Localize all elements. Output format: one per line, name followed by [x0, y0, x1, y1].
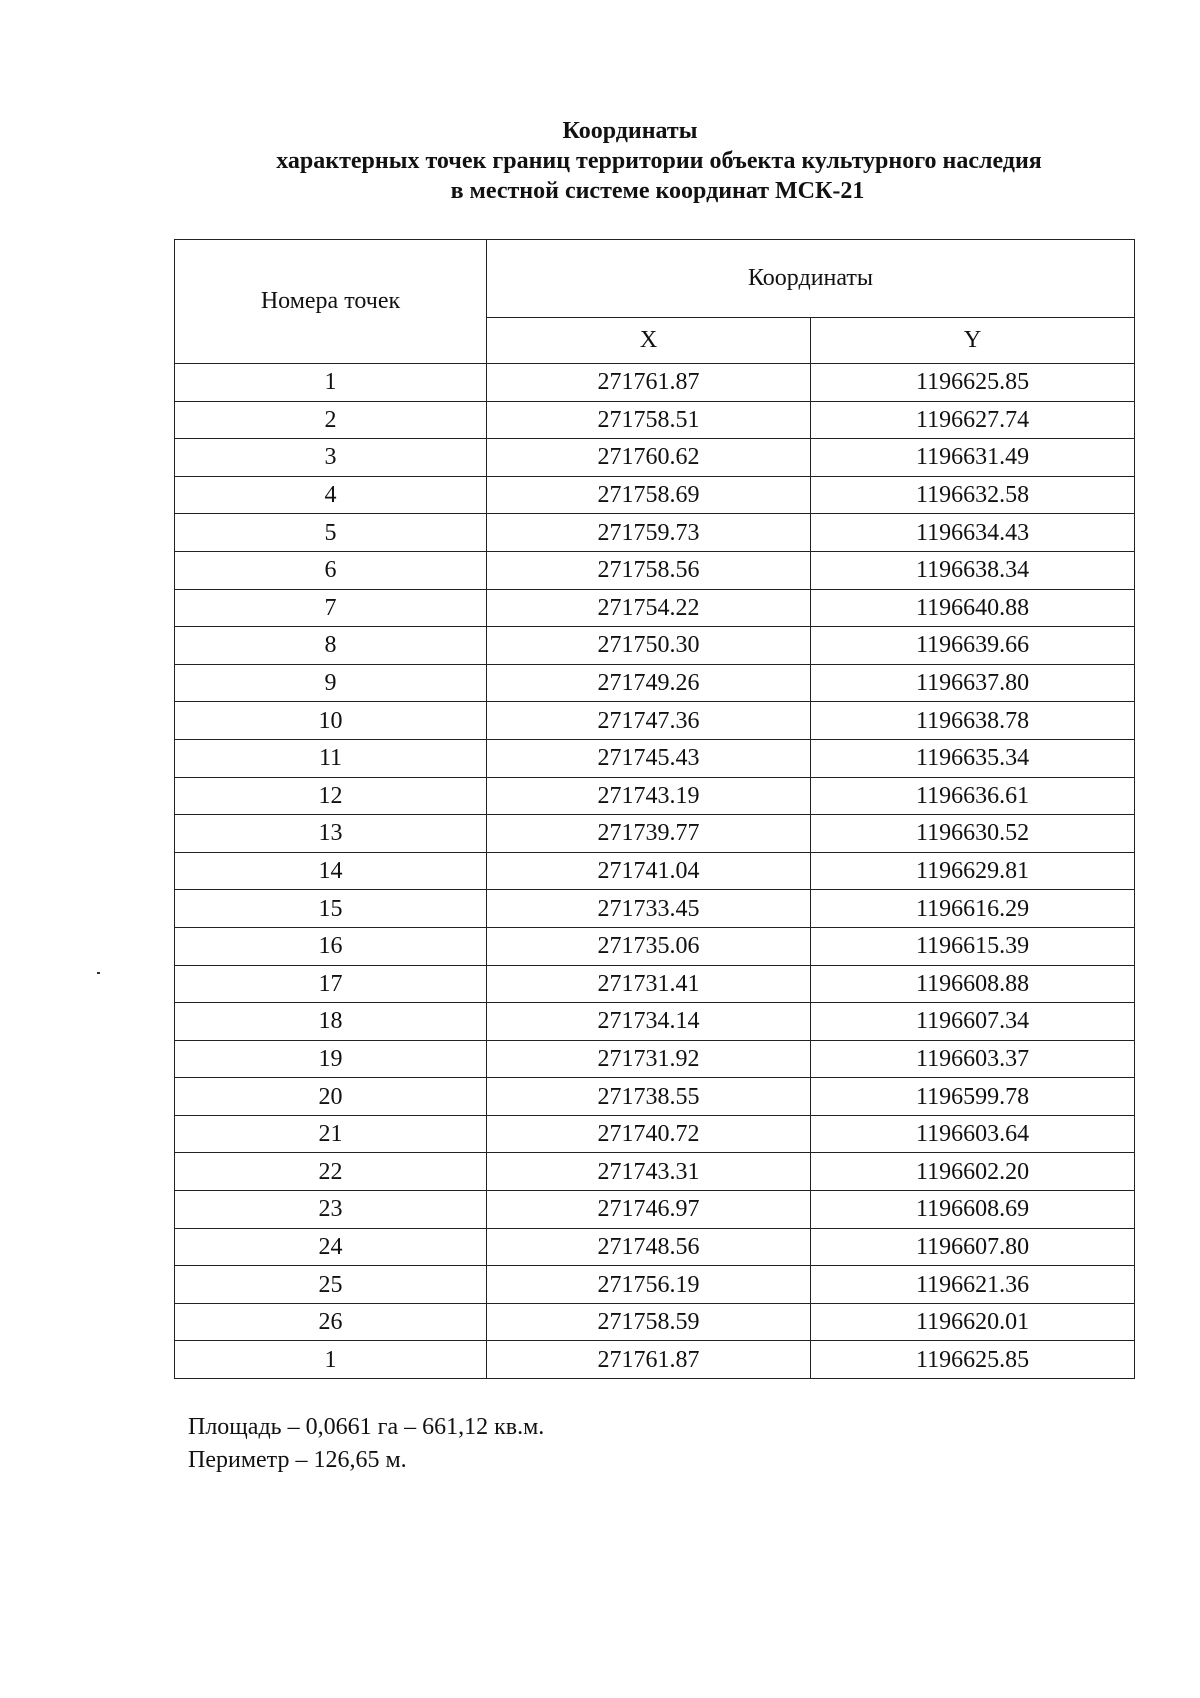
x-coordinate-cell: 271758.51 — [487, 401, 811, 439]
table-row — [175, 1115, 1135, 1153]
x-coordinate-cell: 271760.62 — [487, 439, 811, 477]
table-row — [175, 364, 1135, 402]
y-coordinate-cell: 1196621.36 — [811, 1266, 1135, 1304]
table-row — [175, 1303, 1135, 1341]
table-row — [175, 890, 1135, 928]
point-number-cell: 21 — [175, 1115, 487, 1153]
point-number-cell: 14 — [175, 852, 487, 890]
point-number-cell: 22 — [175, 1153, 487, 1191]
x-coordinate-cell: 271738.55 — [487, 1078, 811, 1116]
y-coordinate-cell: 1196632.58 — [811, 476, 1135, 514]
table-body — [175, 364, 1135, 1379]
table-row — [175, 401, 1135, 439]
y-coordinate-cell: 1196627.74 — [811, 401, 1135, 439]
document-title — [0, 116, 1200, 206]
point-number-cell: 5 — [175, 514, 487, 552]
title-line-2: характерных точек границ территории объекта культурного наследия — [276, 148, 1042, 174]
x-coordinate-cell: 271758.59 — [487, 1303, 811, 1341]
point-number-cell: 8 — [175, 627, 487, 665]
header-point-numbers: Номера точек — [175, 240, 487, 364]
y-coordinate-cell: 1196607.80 — [811, 1228, 1135, 1266]
point-number-cell: 11 — [175, 739, 487, 777]
y-coordinate-cell: 1196629.81 — [811, 852, 1135, 890]
table-row — [175, 627, 1135, 665]
table-row — [175, 1341, 1135, 1379]
point-number-cell: 15 — [175, 890, 487, 928]
table-row — [175, 1153, 1135, 1191]
x-coordinate-cell: 271745.43 — [487, 739, 811, 777]
y-coordinate-cell: 1196620.01 — [811, 1303, 1135, 1341]
table-row — [175, 702, 1135, 740]
x-coordinate-cell: 271739.77 — [487, 815, 811, 853]
header-y: Y — [811, 318, 1135, 364]
table-row — [175, 815, 1135, 853]
table-header-row — [175, 240, 1135, 318]
y-coordinate-cell: 1196603.64 — [811, 1115, 1135, 1153]
point-number-cell: 13 — [175, 815, 487, 853]
point-number-cell: 24 — [175, 1228, 487, 1266]
y-coordinate-cell: 1196608.88 — [811, 965, 1135, 1003]
x-coordinate-cell: 271749.26 — [487, 664, 811, 702]
x-coordinate-cell: 271748.56 — [487, 1228, 811, 1266]
table-row — [175, 664, 1135, 702]
y-coordinate-cell: 1196640.88 — [811, 589, 1135, 627]
table-row — [175, 551, 1135, 589]
y-coordinate-cell: 1196634.43 — [811, 514, 1135, 552]
title-line-1: Координаты — [562, 118, 698, 144]
table-row — [175, 927, 1135, 965]
scan-speck — [97, 972, 100, 974]
header-coordinates: Координаты — [487, 240, 1135, 318]
table-row — [175, 1078, 1135, 1116]
table-row — [175, 1003, 1135, 1041]
point-number-cell: 2 — [175, 401, 487, 439]
y-coordinate-cell: 1196631.49 — [811, 439, 1135, 477]
y-coordinate-cell: 1196625.85 — [811, 364, 1135, 402]
y-coordinate-cell: 1196637.80 — [811, 664, 1135, 702]
point-number-cell: 20 — [175, 1078, 487, 1116]
table-row — [175, 739, 1135, 777]
table-row — [175, 476, 1135, 514]
x-coordinate-cell: 271761.87 — [487, 1341, 811, 1379]
y-coordinate-cell: 1196608.69 — [811, 1191, 1135, 1229]
x-coordinate-cell: 271758.69 — [487, 476, 811, 514]
y-coordinate-cell: 1196636.61 — [811, 777, 1135, 815]
x-coordinate-cell: 271750.30 — [487, 627, 811, 665]
y-coordinate-cell: 1196599.78 — [811, 1078, 1135, 1116]
y-coordinate-cell: 1196616.29 — [811, 890, 1135, 928]
table-row — [175, 965, 1135, 1003]
x-coordinate-cell: 271747.36 — [487, 702, 811, 740]
point-number-cell: 23 — [175, 1191, 487, 1229]
y-coordinate-cell: 1196607.34 — [811, 1003, 1135, 1041]
x-coordinate-cell: 271761.87 — [487, 364, 811, 402]
table-row — [175, 589, 1135, 627]
point-number-cell: 12 — [175, 777, 487, 815]
x-coordinate-cell: 271743.31 — [487, 1153, 811, 1191]
perimeter-text: Периметр – 126,65 м. — [188, 1447, 407, 1473]
table-row — [175, 777, 1135, 815]
table-row — [175, 1266, 1135, 1304]
y-coordinate-cell: 1196639.66 — [811, 627, 1135, 665]
point-number-cell: 26 — [175, 1303, 487, 1341]
point-number-cell: 1 — [175, 1341, 487, 1379]
x-coordinate-cell: 271731.41 — [487, 965, 811, 1003]
x-coordinate-cell: 271735.06 — [487, 927, 811, 965]
point-number-cell: 18 — [175, 1003, 487, 1041]
y-coordinate-cell: 1196638.78 — [811, 702, 1135, 740]
point-number-cell: 4 — [175, 476, 487, 514]
x-coordinate-cell: 271746.97 — [487, 1191, 811, 1229]
x-coordinate-cell: 271734.14 — [487, 1003, 811, 1041]
y-coordinate-cell: 1196602.20 — [811, 1153, 1135, 1191]
point-number-cell: 6 — [175, 551, 487, 589]
table-row — [175, 439, 1135, 477]
point-number-cell: 7 — [175, 589, 487, 627]
y-coordinate-cell: 1196635.34 — [811, 739, 1135, 777]
y-coordinate-cell: 1196630.52 — [811, 815, 1135, 853]
point-number-cell: 16 — [175, 927, 487, 965]
y-coordinate-cell: 1196603.37 — [811, 1040, 1135, 1078]
table-row — [175, 1040, 1135, 1078]
point-number-cell: 19 — [175, 1040, 487, 1078]
y-coordinate-cell: 1196638.34 — [811, 551, 1135, 589]
coordinates-table — [174, 239, 1135, 1379]
header-x: X — [487, 318, 811, 364]
table-row — [175, 1228, 1135, 1266]
x-coordinate-cell: 271754.22 — [487, 589, 811, 627]
x-coordinate-cell: 271731.92 — [487, 1040, 811, 1078]
table-row — [175, 1191, 1135, 1229]
x-coordinate-cell: 271741.04 — [487, 852, 811, 890]
summary-block — [188, 1411, 544, 1477]
title-line-3: в местной системе координат МСК-21 — [450, 178, 865, 204]
area-text: Площадь – 0,0661 га – 661,12 кв.м. — [188, 1414, 545, 1440]
point-number-cell: 17 — [175, 965, 487, 1003]
point-number-cell: 10 — [175, 702, 487, 740]
point-number-cell: 25 — [175, 1266, 487, 1304]
table-row — [175, 514, 1135, 552]
x-coordinate-cell: 271733.45 — [487, 890, 811, 928]
x-coordinate-cell: 271758.56 — [487, 551, 811, 589]
y-coordinate-cell: 1196615.39 — [811, 927, 1135, 965]
x-coordinate-cell: 271740.72 — [487, 1115, 811, 1153]
point-number-cell: 9 — [175, 664, 487, 702]
point-number-cell: 3 — [175, 439, 487, 477]
table-row — [175, 852, 1135, 890]
x-coordinate-cell: 271743.19 — [487, 777, 811, 815]
y-coordinate-cell: 1196625.85 — [811, 1341, 1135, 1379]
x-coordinate-cell: 271759.73 — [487, 514, 811, 552]
point-number-cell: 1 — [175, 364, 487, 402]
x-coordinate-cell: 271756.19 — [487, 1266, 811, 1304]
